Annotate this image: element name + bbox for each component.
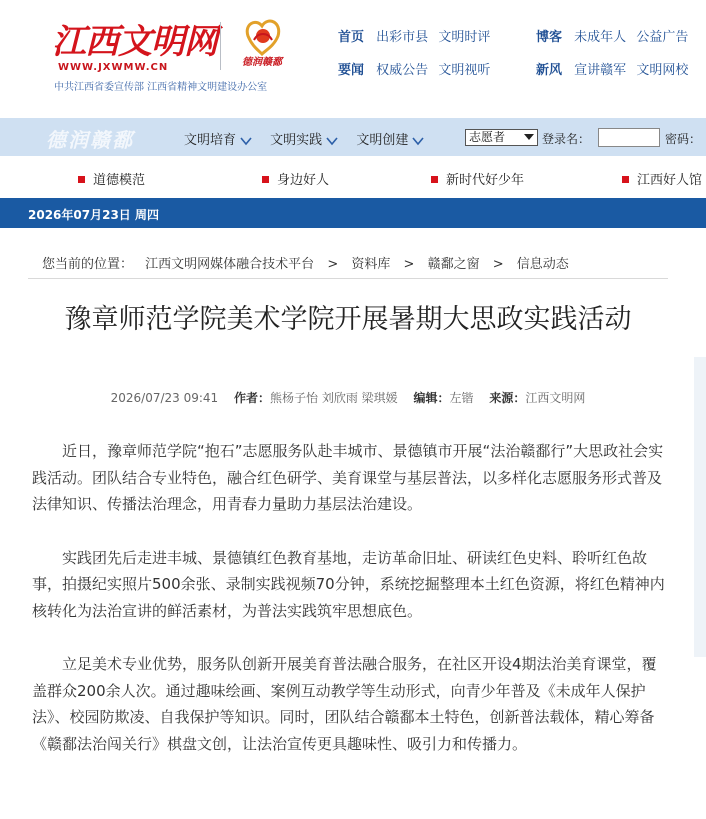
- nav-link[interactable]: 文明网校: [636, 63, 689, 78]
- menu-item-wenming-peiyu[interactable]: [184, 129, 252, 148]
- volunteer-select[interactable]: [465, 129, 538, 146]
- article-paragraph: 近日，豫章师范学院“抱石”志愿服务队赴丰城市、景德镇市开展“法治赣鄱行”大思政社会实践活动。团队结合专业特色，融合红色研学、美育课堂与基层普法，以多样化志愿服务形式普及法律知识、传播法治理念，用青春力量助力基层法治建设。: [32, 442, 664, 513]
- breadcrumb-item[interactable]: 资料库: [351, 257, 391, 272]
- top-nav: [338, 26, 706, 92]
- breadcrumb-separator: >: [492, 257, 504, 272]
- nav-link[interactable]: 出彩市县: [376, 30, 429, 45]
- submenu-label: 江西好人馆: [637, 173, 703, 188]
- article-title: 豫章师范学院美术学院开展暑期大思政实践活动: [64, 304, 632, 335]
- bullet-square-icon: [622, 176, 629, 183]
- breadcrumb-separator: >: [327, 257, 339, 272]
- top-nav-group: [338, 59, 496, 78]
- menu-item-label: 文明创建: [356, 133, 409, 148]
- emblem-logo: [240, 14, 286, 68]
- menu-item-label: 文明实践: [270, 133, 323, 148]
- current-date: 2026年07月23日 周四: [28, 208, 159, 222]
- site-header: [0, 0, 706, 118]
- nav-link[interactable]: 权威公告: [376, 63, 429, 78]
- login-label: 登录名：: [542, 132, 591, 146]
- submenu-label: 道德模范: [93, 173, 146, 188]
- article-author: 熊杨子怡 刘欣雨 梁琪媛: [270, 391, 398, 405]
- chevron-down-icon: [326, 136, 338, 146]
- breadcrumb-item[interactable]: 赣鄱之窗: [427, 257, 480, 272]
- chevron-down-icon: [412, 136, 424, 146]
- submenu-item[interactable]: [78, 169, 145, 188]
- submenu-item[interactable]: [431, 169, 524, 188]
- login-input[interactable]: [598, 128, 660, 147]
- article-editor: 左锴: [449, 391, 474, 405]
- select-value: 志愿者: [469, 130, 506, 144]
- source-label: 来源：: [489, 391, 526, 405]
- nav-link[interactable]: 未成年人: [574, 30, 627, 45]
- nav-link[interactable]: 宣讲赣军: [574, 63, 627, 78]
- bullet-square-icon: [78, 176, 85, 183]
- editor-label: 编辑：: [413, 391, 450, 405]
- nav-custom[interactable]: 新风: [536, 63, 563, 78]
- org-line: 中共江西省委宣传部 江西省精神文明建设办公室: [54, 82, 268, 93]
- logo-url: WWW.JXWMW.CN: [58, 62, 169, 73]
- menu-item-wenming-chuangjian[interactable]: [356, 129, 424, 148]
- breadcrumb-divider: [28, 278, 668, 279]
- article-datetime: 2026/07/23 09:41: [110, 391, 219, 405]
- select-arrow-icon: [524, 134, 534, 140]
- top-nav-group: [536, 26, 694, 45]
- breadcrumb-item[interactable]: 信息动态: [516, 257, 569, 272]
- password-label: 密码：: [665, 132, 702, 146]
- breadcrumb-item[interactable]: 江西文明网媒体融合技术平台: [145, 257, 315, 272]
- nav-link[interactable]: 文明时评: [438, 30, 491, 45]
- menu-item-label: 文明培育: [184, 133, 237, 148]
- menu-item-wenming-shijian[interactable]: [270, 129, 338, 148]
- submenu-label: 新时代好少年: [446, 173, 525, 188]
- article-paragraph: 立足美术专业优势，服务队创新开展美育普法融合服务，在社区开设4期法治美育课堂，覆盖群众200余人次。通过趣味绘画、案例互动教学等生动形式，向青少年普及《未成年人保护法》、校园防欺凌、自我保护等知识。同时，团队结合赣鄱本土特色，创新普法载体，精心筹备《赣鄱法治闯关行》棋盘文创，让法治宣传更具趣味性、吸引力和传播力。: [32, 655, 657, 753]
- nav-blog[interactable]: 博客: [536, 30, 563, 45]
- top-nav-group: [338, 26, 496, 45]
- nav-home[interactable]: 首页: [338, 30, 365, 45]
- sub-menu: [28, 156, 706, 198]
- article-body: [32, 438, 670, 784]
- bullet-square-icon: [262, 176, 269, 183]
- breadcrumb-separator: >: [403, 257, 415, 272]
- bullet-square-icon: [431, 176, 438, 183]
- submenu-label: 身边好人: [277, 173, 330, 188]
- side-edge-panel: [694, 357, 706, 657]
- breadcrumb: [42, 253, 569, 272]
- article-meta: [28, 389, 668, 406]
- logo-text: 江西文明网: [52, 22, 217, 62]
- nav-link[interactable]: 公益广告: [636, 30, 689, 45]
- nav-link[interactable]: 文明视听: [438, 63, 491, 78]
- emblem-text: 德润赣鄱: [242, 57, 282, 68]
- navbar-menu: [184, 129, 438, 148]
- submenu-item[interactable]: [622, 169, 702, 188]
- chevron-down-icon: [240, 136, 252, 146]
- date-bar: [0, 198, 706, 228]
- nav-news[interactable]: 要闻: [338, 63, 365, 78]
- top-nav-group: [536, 59, 694, 78]
- submenu-item[interactable]: [262, 169, 329, 188]
- article-source: 江西文明网: [525, 391, 586, 405]
- top-nav-row: [338, 59, 706, 92]
- main-navbar: [0, 118, 706, 156]
- top-nav-row: [338, 26, 706, 59]
- navbar-brand: 德润赣鄱: [46, 128, 134, 152]
- site-logo[interactable]: [52, 14, 217, 88]
- article-paragraph: 实践团先后走进丰城、景德镇红色教育基地，走访革命旧址、研读红色史料、聆听红色故事，拍摄纪实照片500余张、录制实践视频70分钟，系统挖掘整理本土红色资源，将红色精神内核转化为法治宣讲的鲜活素材，为普法实践筑牢思想底色。: [32, 548, 665, 620]
- logo-divider: [220, 22, 221, 70]
- author-label: 作者：: [234, 391, 271, 405]
- breadcrumb-label: 您当前的位置：: [42, 257, 134, 272]
